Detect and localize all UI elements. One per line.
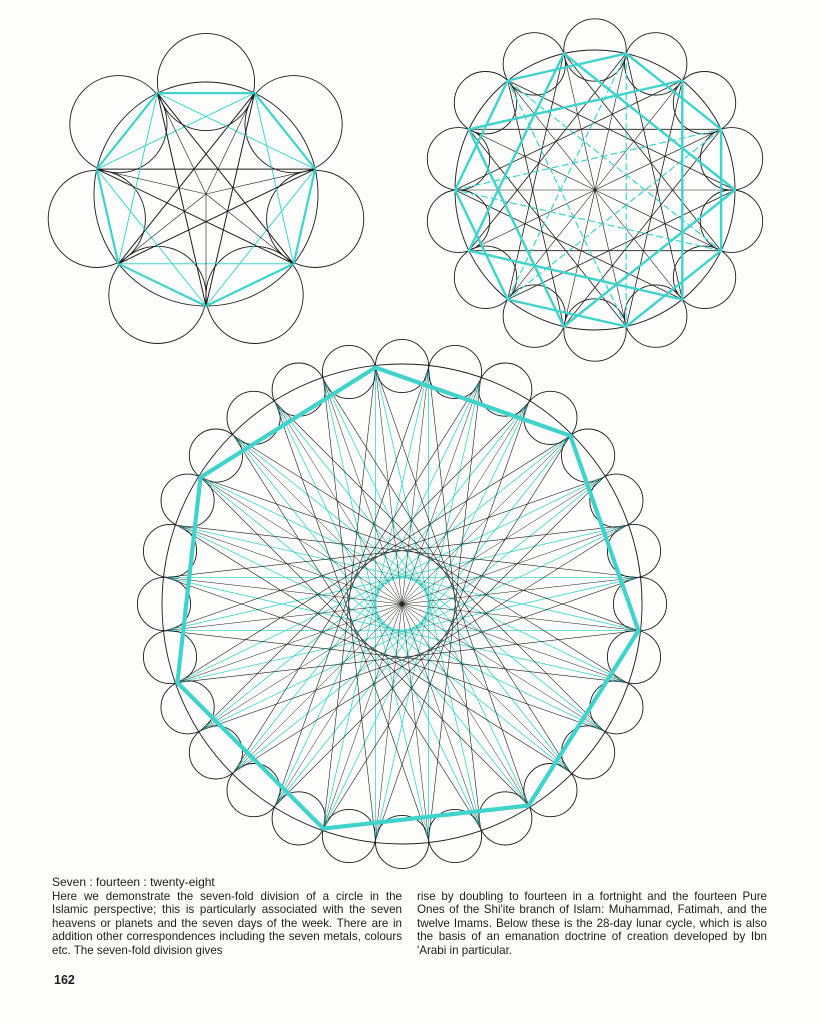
radius-line bbox=[323, 379, 402, 604]
radius-line bbox=[177, 525, 402, 604]
heptagon-edge bbox=[529, 631, 639, 806]
star-chord-accent bbox=[177, 525, 638, 630]
radius-line bbox=[402, 577, 639, 604]
radius-line bbox=[206, 93, 255, 194]
caption-left-column: Here we demonstrate the seven-fold division of a circle in the Islamic perspective; this is particularly associated with the seven heavens or planets and the seven days of the week. There are in addition other correspondences including the seven metals, colours etc. The seven-fold division gives bbox=[52, 889, 402, 957]
radius-line bbox=[157, 93, 206, 194]
heptagon-edge bbox=[375, 368, 570, 436]
radius-line bbox=[469, 129, 595, 190]
radius-line bbox=[402, 604, 429, 841]
radius-line bbox=[508, 81, 595, 191]
figure-caption bbox=[52, 876, 767, 958]
star-chord bbox=[118, 169, 315, 264]
star-chord-accent bbox=[166, 525, 627, 630]
radius-line bbox=[323, 604, 402, 829]
radius-line bbox=[402, 604, 570, 772]
radius-line bbox=[595, 54, 626, 191]
radius-line bbox=[595, 190, 626, 327]
star-chord bbox=[97, 169, 294, 264]
heptagon-edge bbox=[323, 806, 528, 829]
caption-right-column: rise by doubling to fourteen in a fortnight and the fourteen Pure Ones of the Shi'ite branch of Islam: Muhammad, Fatimah, and the twelve Imams. Below these is the 28-day lunar cycle, which is also the basis of an emanation doctrine of creation developed by Ibn 'Arabi in particular. bbox=[417, 889, 767, 957]
heptagon-edge bbox=[455, 81, 508, 191]
star-chord-accent bbox=[323, 368, 428, 829]
radius-line bbox=[595, 190, 721, 251]
figure-twenty-eight-fold bbox=[137, 339, 666, 868]
radius-line bbox=[375, 368, 402, 605]
heptagram-edge bbox=[469, 54, 564, 251]
radius-line bbox=[375, 604, 402, 841]
radius-line bbox=[166, 577, 403, 604]
star-chord-accent bbox=[323, 379, 428, 840]
radius-line bbox=[595, 129, 721, 190]
radius-line bbox=[469, 190, 595, 251]
heptagon-edge bbox=[570, 436, 638, 631]
page-number: 162 bbox=[54, 973, 75, 987]
radius-line bbox=[234, 604, 402, 772]
radius-line bbox=[402, 368, 429, 605]
caption-title: Seven : fourteen : twenty-eight bbox=[52, 875, 215, 889]
heptagram-edge bbox=[564, 190, 735, 327]
radius-line bbox=[177, 604, 402, 683]
radius-line bbox=[402, 525, 627, 604]
heptagon-edge bbox=[455, 190, 508, 300]
star-chord-accent bbox=[234, 436, 604, 731]
figure-fourteen-fold bbox=[427, 19, 762, 361]
radius-line bbox=[402, 379, 481, 604]
heptagon-edge bbox=[177, 477, 200, 682]
star-chord-accent bbox=[177, 577, 638, 682]
radius-line bbox=[234, 436, 402, 604]
heptagon-edge bbox=[118, 264, 206, 306]
radius-line bbox=[402, 604, 627, 683]
heptagon-edge bbox=[206, 264, 294, 306]
figure-seven-fold bbox=[48, 33, 364, 343]
radius-line bbox=[166, 604, 403, 631]
radius-line bbox=[508, 190, 595, 300]
radius-line bbox=[402, 436, 570, 604]
caption-columns bbox=[52, 890, 767, 958]
heptagram-edge bbox=[564, 54, 735, 191]
star-chord-accent bbox=[234, 436, 529, 806]
star-chord-accent bbox=[166, 577, 627, 682]
star-chord-accent bbox=[234, 403, 529, 773]
heptagram-edge bbox=[469, 129, 564, 326]
radius-line bbox=[402, 604, 481, 829]
radius-line bbox=[402, 604, 639, 631]
star-chord-accent bbox=[234, 477, 604, 772]
heptagon-edge bbox=[201, 368, 376, 478]
